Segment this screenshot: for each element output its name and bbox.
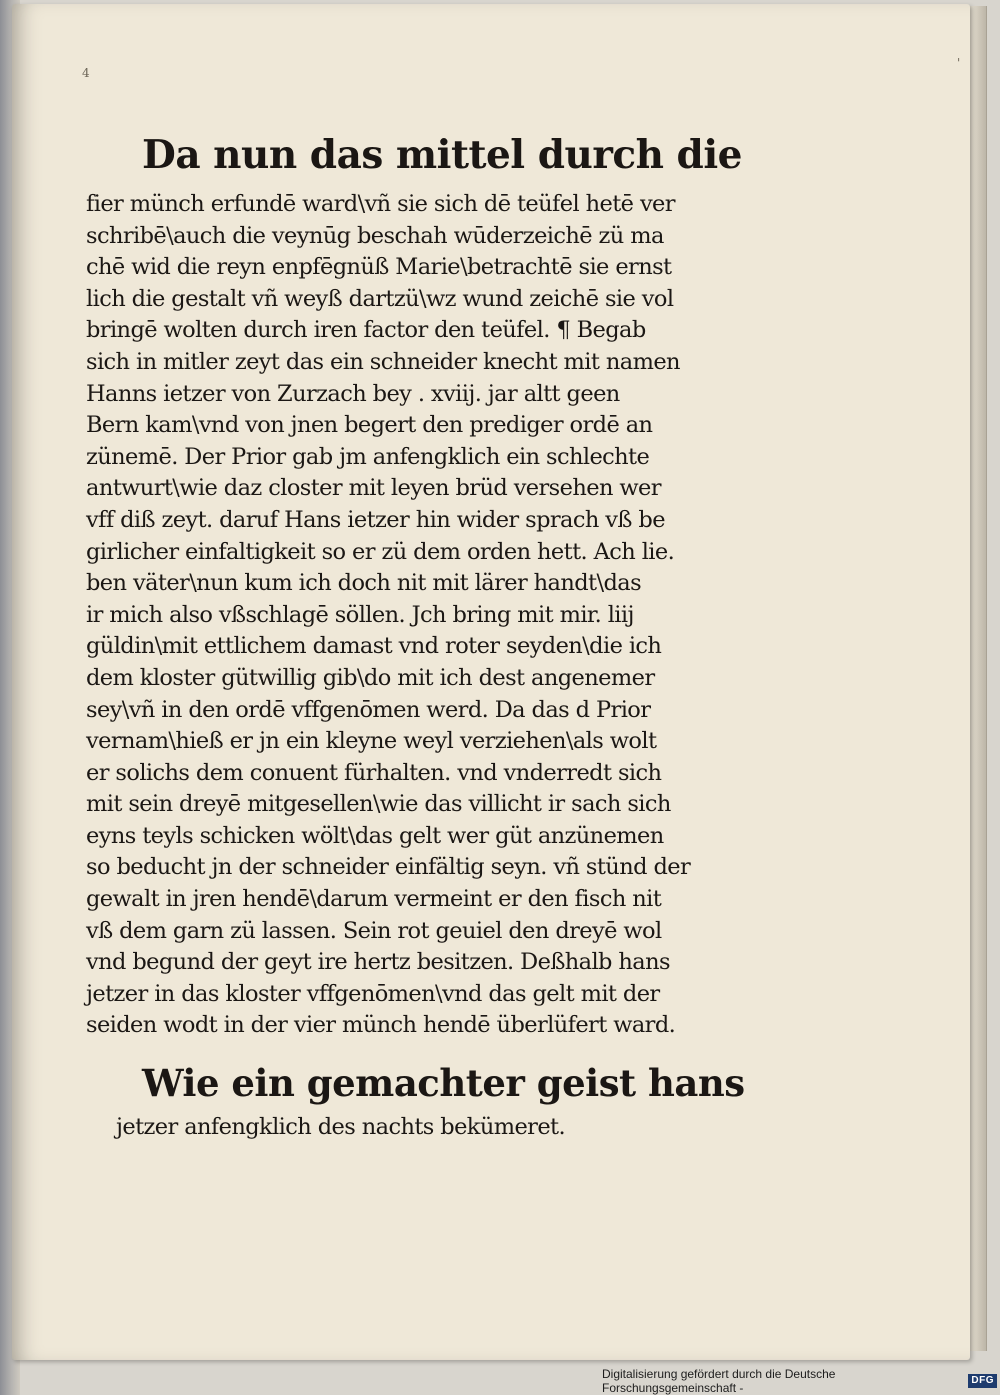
- text-line: so beducht jn der schneider einfältig seyn. vñ stünd der: [86, 854, 691, 881]
- section-heading: Wie ein gemachter geist hans: [142, 1061, 745, 1106]
- text-line: vernam\hieß er jn ein kleyne weyl verziehen\als wolt: [86, 728, 657, 755]
- text-line: chē wid die reyn enpfēgnüß Marie\betrachtē sie ernst: [86, 254, 672, 281]
- text-line: schribē\auch die veynūg beschah wūderzeichē zü ma: [86, 222, 664, 249]
- corner-mark: 4: [82, 66, 90, 80]
- text-line: er solichs dem conuent fürhalten. vnd vnderredt sich: [86, 759, 662, 786]
- section-heading-continuation: jetzer anfengklich des nachts bekümeret.: [116, 1114, 566, 1141]
- text-line: eyns teyls schicken wölt\das gelt wer güt anzünemen: [86, 822, 664, 849]
- text-line: vnd begund der geyt ire hertz besitzen. Deßhalb hans: [86, 949, 670, 976]
- text-line: girlicher einfaltigkeit so er zü dem orden hett. Ach lie.: [86, 538, 675, 565]
- dfg-logo-icon: DFG: [968, 1374, 997, 1388]
- digitization-credit: Digitalisierung gefördert durch die Deutsche Forschungsgemeinschaft -: [602, 1367, 836, 1395]
- text-line: antwurt\wie daz closter mit leyen brüd versehen wer: [86, 475, 661, 502]
- text-line: sich in mitler zeyt das ein schneider knecht mit namen: [86, 348, 680, 375]
- text-line: Bern kam\vnd von jnen begert den prediger ordē an: [86, 412, 653, 439]
- text-line: ben väter\nun kum ich doch nit mit lärer handt\das: [86, 570, 642, 597]
- text-line: güldin\mit ettlichem damast vnd roter seyden\die ich: [86, 633, 662, 660]
- text-line: Hanns ietzer von Zurzach bey . xviij. jar altt geen: [86, 380, 620, 407]
- chapter-heading: Da nun das mittel durch die: [142, 132, 742, 178]
- text-line: mit sein dreyē mitgesellen\wie das villicht ir sach sich: [86, 791, 671, 818]
- text-line: fier münch erfundē ward\vñ sie sich dē teüfel hetē ver: [86, 191, 675, 217]
- text-block: [86, 125, 746, 1142]
- digitization-footer: [602, 1367, 997, 1395]
- body-text: [86, 189, 746, 1042]
- text-line: gewalt in jren hendē\darum vermeint er den fisch nit: [86, 886, 662, 913]
- text-line: ir mich also vßschlagē söllen. Jch bring mit mir. liij: [86, 601, 634, 628]
- text-line: vff diß zeyt. daruf Hans ietzer hin wider sprach vß be: [86, 506, 665, 533]
- text-line: sey\vñ in den ordē vffgenōmen werd. Da das d Prior: [86, 696, 651, 723]
- text-line: vß dem garn zü lassen. Sein rot geuiel den dreyē wol: [86, 917, 662, 944]
- text-line: seiden wodt in der vier münch hendē überlüfert ward.: [86, 1012, 676, 1039]
- text-line: dem kloster gütwillig gib\do mit ich dest angenemer: [86, 664, 655, 691]
- text-line: lich die gestalt vñ weyß dartzü\wz wund zeichē sie vol: [86, 285, 674, 312]
- text-line: jetzer in das kloster vffgenōmen\vnd das gelt mit der: [86, 980, 660, 1007]
- folio-mark: ': [957, 56, 961, 70]
- text-line: bringē wolten durch iren factor den teüfel. ¶ Begab: [86, 317, 646, 344]
- text-line: zünemē. Der Prior gab jm anfengklich ein schlechte: [86, 443, 650, 470]
